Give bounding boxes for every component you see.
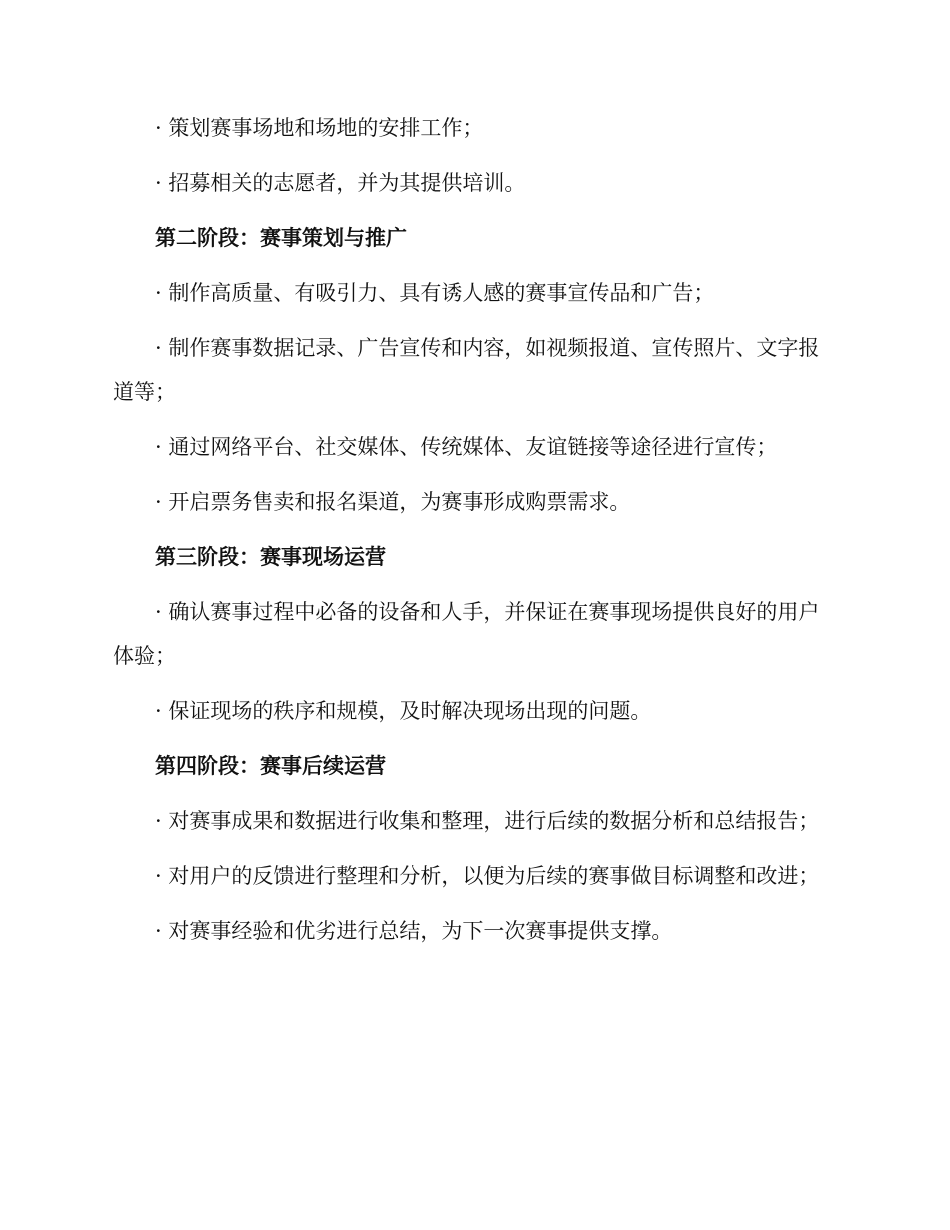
bullet-item-equipment: · 确认赛事过程中必备的设备和人手，并保证在赛事现场提供良好的用户体验； <box>113 600 820 668</box>
bullet-item-promo-materials: · 制作高质量、有吸引力、具有诱人感的赛事宣传品和广告； <box>155 281 715 305</box>
section-heading-phase-4: 第四阶段：赛事后续运营 <box>155 754 386 778</box>
section-heading-phase-3: 第三阶段：赛事现场运营 <box>155 545 386 569</box>
bullet-item-feedback: · 对用户的反馈进行整理和分析，以便为后续的赛事做目标调整和改进； <box>155 864 820 888</box>
bullet-item-ticketing: · 开启票务售卖和报名渠道，为赛事形成购票需求。 <box>155 490 631 514</box>
bullet-item-venue: · 策划赛事场地和场地的安排工作； <box>155 116 484 140</box>
bullet-item-channels: · 通过网络平台、社交媒体、传统媒体、友谊链接等途径进行宣传； <box>155 435 778 459</box>
bullet-item-order: · 保证现场的秩序和规模，及时解决现场出现的问题。 <box>155 699 652 723</box>
bullet-item-summary: · 对赛事经验和优劣进行总结，为下一次赛事提供支撑。 <box>155 919 673 943</box>
section-heading-phase-2: 第二阶段：赛事策划与推广 <box>155 226 407 250</box>
bullet-item-analysis: · 对赛事成果和数据进行收集和整理，进行后续的数据分析和总结报告； <box>155 809 820 833</box>
bullet-item-data-records: · 制作赛事数据记录、广告宣传和内容，如视频报道、宣传照片、文字报道等； <box>113 336 820 404</box>
document-body <box>113 106 829 964</box>
bullet-item-volunteers: · 招募相关的志愿者，并为其提供培训。 <box>155 171 526 195</box>
